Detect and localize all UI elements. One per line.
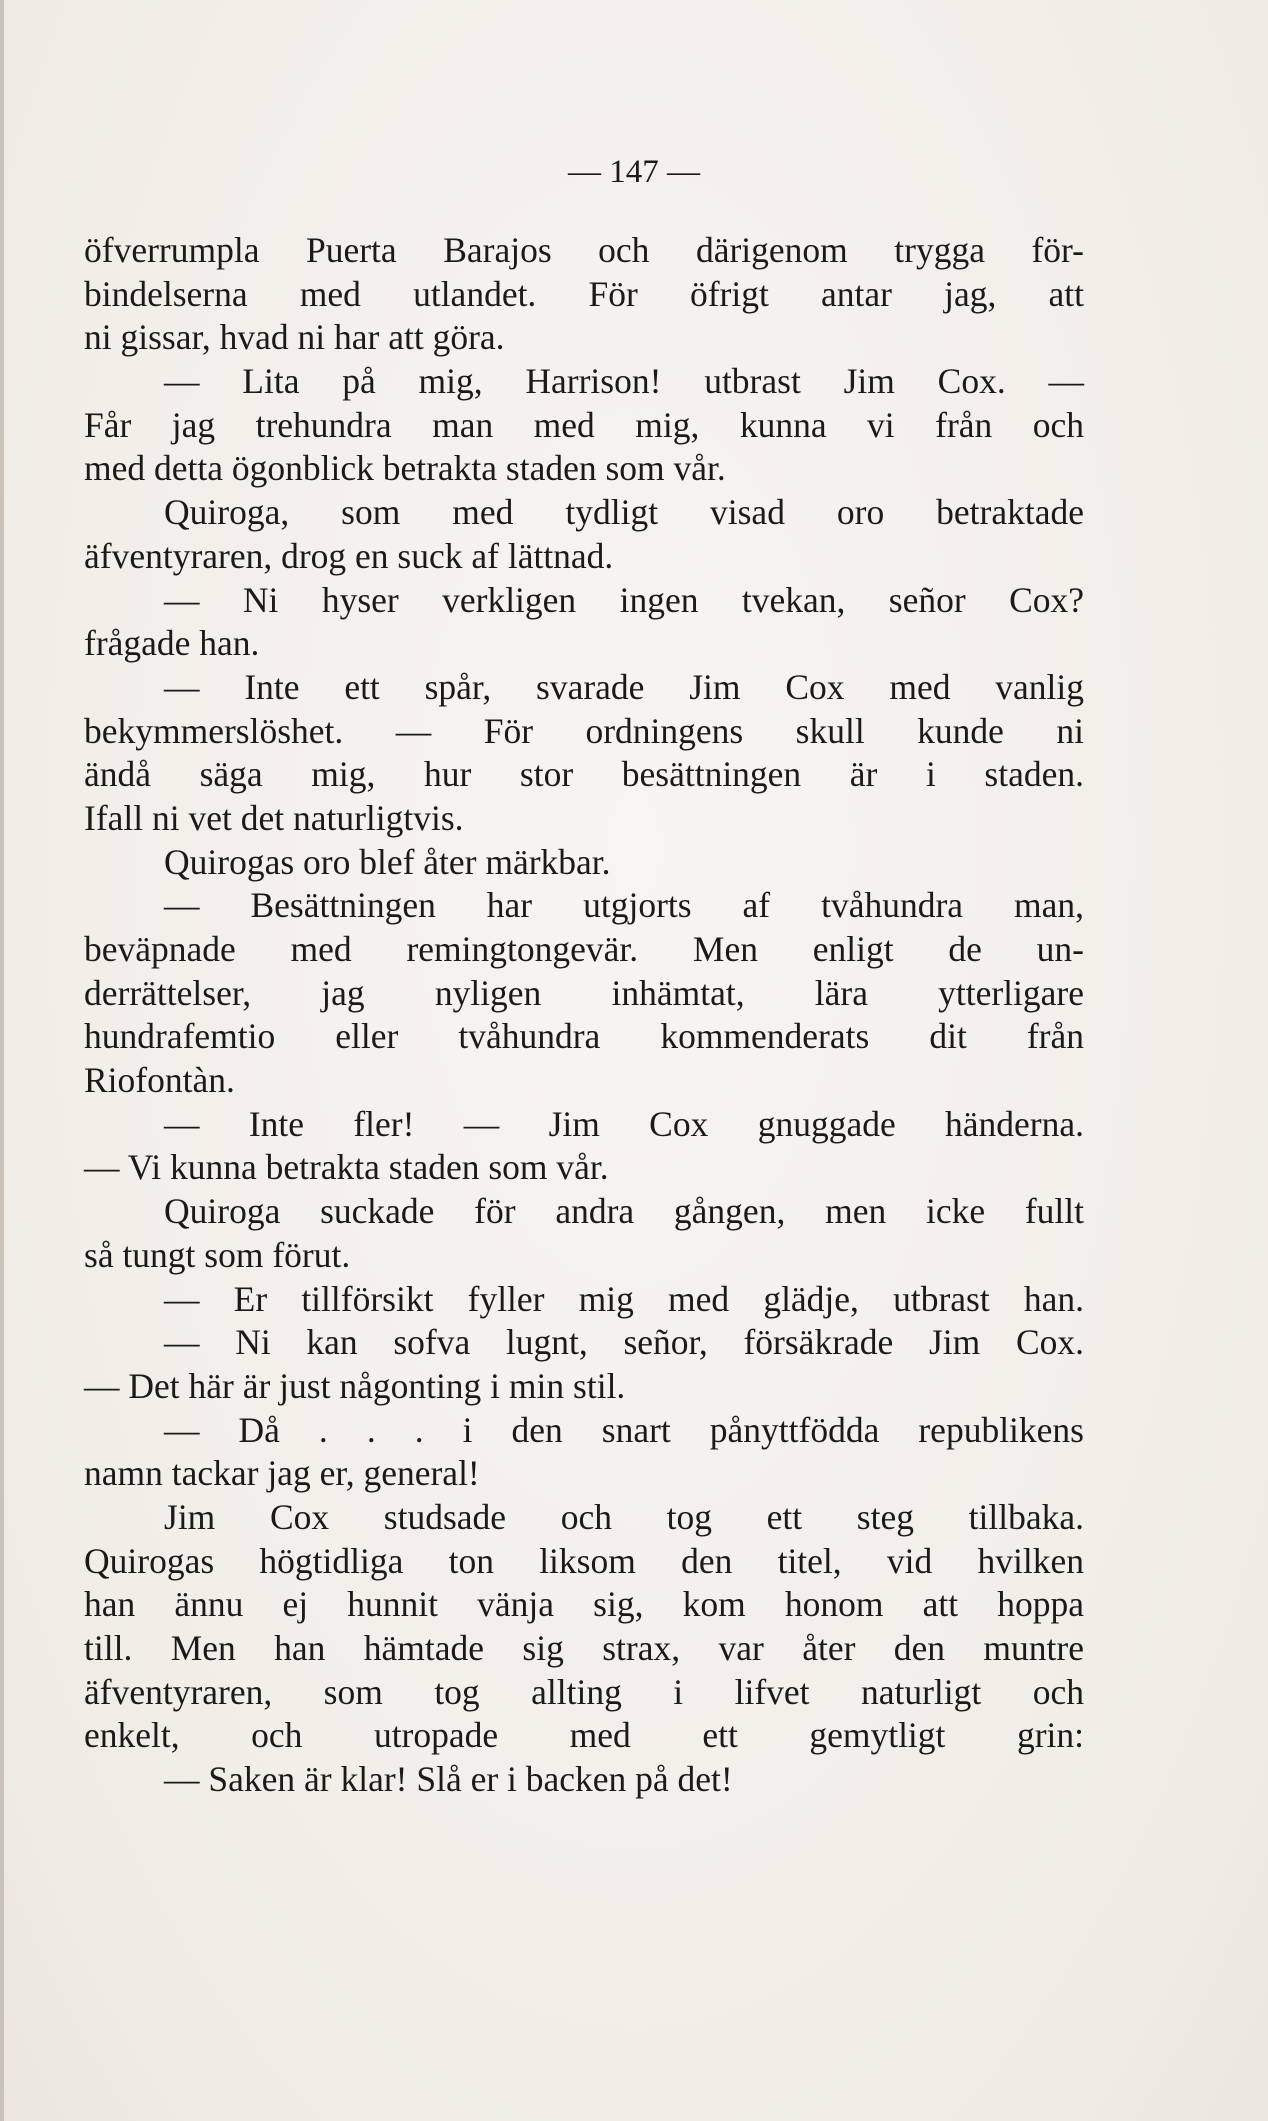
text-line: derrättelser, jag nyligen inhämtat, lära ytterligare xyxy=(84,972,1084,1013)
text-line: — Inte ett spår, svarade Jim Cox med vanlig xyxy=(164,666,1084,707)
text-line: — Lita på mig, Harrison! utbrast Jim Cox. — xyxy=(164,361,1084,402)
text-line: bekymmerslöshet. — För ordningens skull kunde ni xyxy=(84,710,1084,751)
text-line: — Vi kunna betrakta staden som vår. xyxy=(84,1147,609,1188)
page-number: — 147 — xyxy=(568,154,700,190)
text-line: Ifall ni vet det naturligtvis. xyxy=(84,797,464,838)
text-line: Jim Cox studsade och tog ett steg tillbaka. xyxy=(164,1496,1084,1537)
text-line: — Det här är just någonting i min stil. xyxy=(84,1365,626,1406)
text-line: namn tackar jag er, general! xyxy=(84,1453,480,1494)
text-line: ändå säga mig, hur stor besättningen är i staden. xyxy=(84,754,1084,795)
text-line: — Ni hyser verkligen ingen tvekan, señor Cox? xyxy=(164,579,1084,620)
body-text xyxy=(84,229,1084,1802)
text-line: Quiroga, som med tydligt visad oro betraktade xyxy=(164,492,1084,533)
text-line: beväpnade med remingtongevär. Men enligt de un- xyxy=(84,929,1084,969)
text-line: — Då . . . i den snart pånyttfödda republikens xyxy=(164,1409,1084,1450)
text-line: — Besättningen har utgjorts af tvåhundra man, xyxy=(164,885,1084,926)
text-line: öfverrumpla Puerta Barajos och därigenom trygga för- xyxy=(84,230,1084,270)
text-line: så tungt som förut. xyxy=(84,1234,351,1275)
page-edge xyxy=(0,0,4,2121)
text-line: Riofontàn. xyxy=(84,1060,235,1101)
text-line: enkelt, och utropade med ett gemytligt grin: xyxy=(84,1715,1084,1756)
text-line: Quirogas högtidliga ton liksom den titel, vid hvilken xyxy=(84,1540,1084,1581)
text-line: med detta ögonblick betrakta staden som vår. xyxy=(84,448,726,489)
text-line: till. Men han hämtade sig strax, var åter den muntre xyxy=(84,1628,1084,1668)
text-line: — Er tillförsikt fyller mig med glädje, utbrast han. xyxy=(164,1278,1084,1319)
text-line: hundrafemtio eller tvåhundra kommenderats dit från xyxy=(84,1016,1084,1057)
text-line: — Saken är klar! Slå er i backen på det! xyxy=(164,1759,733,1800)
text-line: äfventyraren, som tog allting i lifvet naturligt och xyxy=(84,1671,1084,1712)
text-line: Får jag trehundra man med mig, kunna vi från och xyxy=(84,404,1084,445)
text-line: Quirogas oro blef åter märkbar. xyxy=(164,841,611,882)
text-line: ni gissar, hvad ni har att göra. xyxy=(84,317,505,358)
text-line: äfventyraren, drog en suck af lättnad. xyxy=(84,535,614,576)
text-line: — Inte fler! — Jim Cox gnuggade händerna. xyxy=(164,1103,1084,1144)
text-line: frågade han. xyxy=(84,623,260,664)
text-line: bindelserna med utlandet. För öfrigt antar jag, att xyxy=(84,273,1084,314)
text-line: Quiroga suckade för andra gången, men icke fullt xyxy=(164,1191,1084,1232)
text-line: — Ni kan sofva lugnt, señor, försäkrade Jim Cox. xyxy=(164,1322,1084,1363)
text-line: han ännu ej hunnit vänja sig, kom honom att hoppa xyxy=(84,1584,1084,1625)
